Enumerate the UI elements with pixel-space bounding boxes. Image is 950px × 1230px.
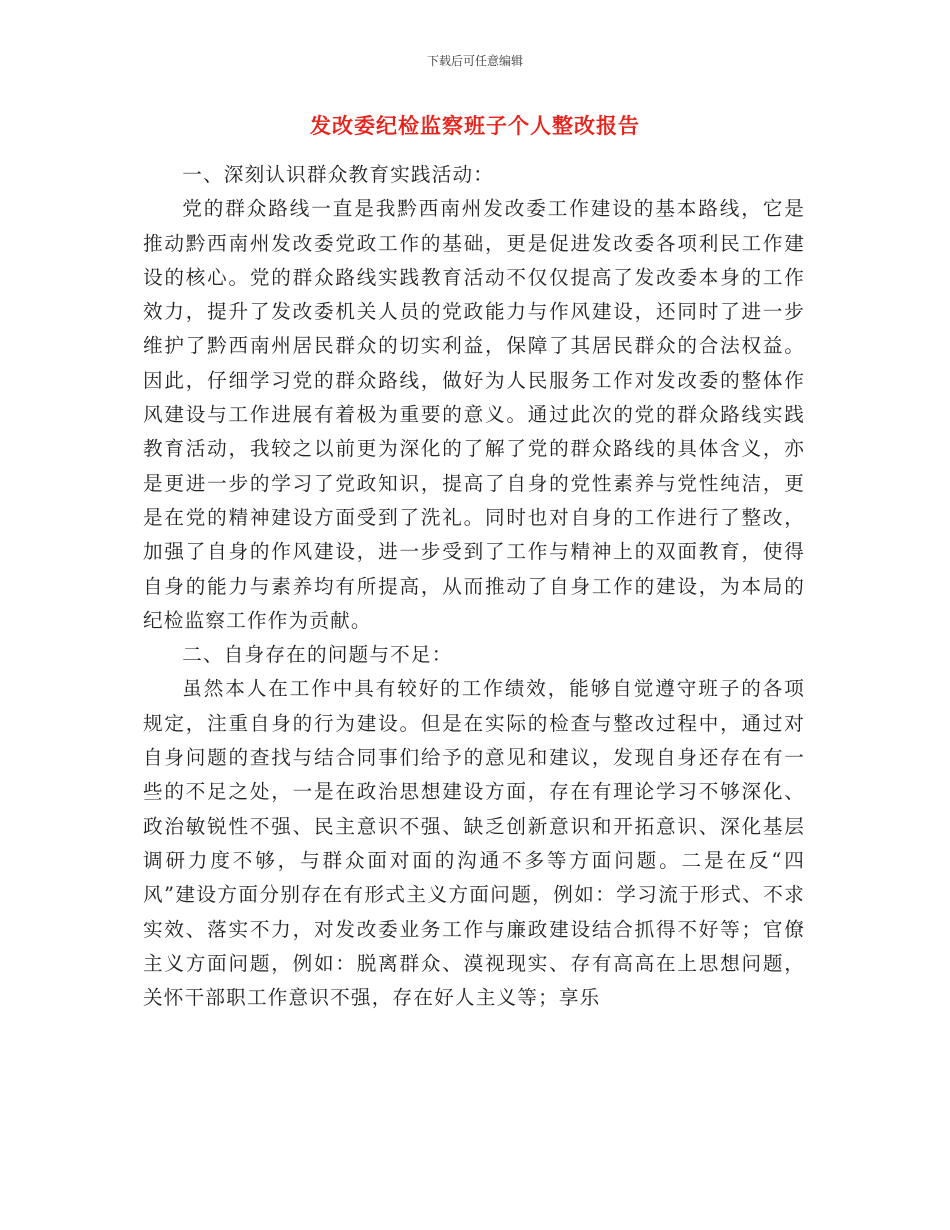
section-heading-2: 二、自身存在的问题与不足： bbox=[182, 643, 453, 667]
body-paragraph-1: 党的群众路线一直是我黔西南州发改委工作建设的基本路线，它是推动黔西南州发改委党政工作的基础，更是促进发改委各项利民工作建设的核心。党的群众路线实践教育活动不仅仅提高了发改委本身的工作效力，提升了发改委机关人员的党政能力与作风建设，还同时了进一步维护了黔西南州居民群众的切实利益，保障了其居民群众的合法权益。因此，仔细学习党的群众路线，做好为人民服务工作对发改委的整体作风建设与工作进展有着极为重要的意义。通过此次的党的群众路线实践教育活动，我较之以前更为深化的了解了党的群众路线的具体含义，亦是更进一步的学习了党政知识，提高了自身的党性素养与党性纯洁，更是在党的精神建设方面受到了洗礼。同时也对自身的工作进行了整改，加强了自身的作风建设，进一步受到了工作与精神上的双面教育，使得自身的能力与素养均有所提高，从而推动了自身工作的建设，为本局的纪检监察工作作为贡献。 bbox=[143, 197, 805, 632]
document-body bbox=[143, 158, 805, 1015]
document-title: 发改委纪检监察班子个人整改报告 bbox=[310, 113, 640, 138]
section-heading-1: 一、深刻认识群众教育实践活动： bbox=[182, 163, 495, 186]
header-note: 下载后可任意编辑 bbox=[426, 54, 523, 68]
body-paragraph-2: 虽然本人在工作中具有较好的工作绩效，能够自觉遵守班子的各项规定，注重自身的行为建设。但是在实际的检查与整改过程中，通过对自身问题的查找与结合同事们给予的意见和建议，发现自身还存在有一些的不足之处，一是在政治思想建设方面，存在有理论学习不够深化、政治敏锐性不强、民主意识不强、缺乏创新意识和开拓意识、深化基层调研力度不够，与群众面对面的沟通不多等方面问题。二是在反“四风”建设方面分别存在有形式主义方面问题，例如：学习流于形式、不求实效、落实不力，对发改委业务工作与廉政建设结合抓得不好等；官僚主义方面问题，例如：脱离群众、漠视现实、存有高高在上思想问题，关怀干部职工作意识不强，存在好人主义等；享乐 bbox=[143, 677, 805, 1010]
